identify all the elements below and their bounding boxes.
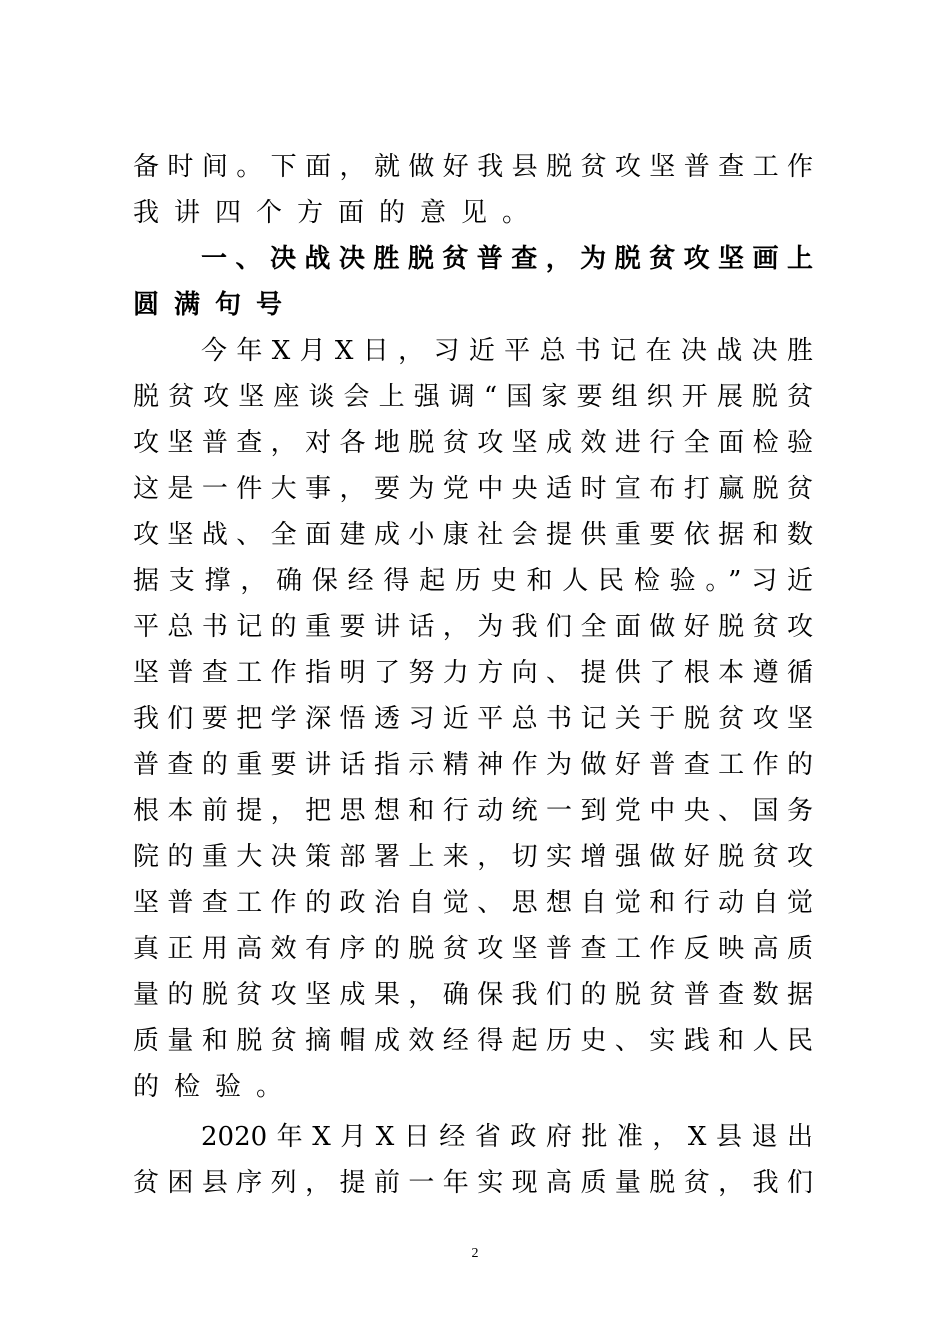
- text-line: 院的重大决策部署上来，切实增强做好脱贫攻: [133, 842, 813, 872]
- text-line: 真正用高效有序的脱贫攻坚普查工作反映高质: [133, 934, 813, 964]
- text-line: 2020年X月X日经省政府批准，X县退出: [201, 1122, 813, 1152]
- section-heading: 一、决战决胜脱贫普查，为脱贫攻坚画上: [201, 244, 813, 274]
- text-line: 贫困县序列，提前一年实现高质量脱贫，我们: [133, 1168, 813, 1198]
- text-line: 坚普查工作指明了努力方向、提供了根本遵循: [133, 658, 813, 688]
- text-line: 备时间。下面，就做好我县脱贫攻坚普查工作: [133, 152, 813, 182]
- text-line: 这是一件大事，要为党中央适时宣布打赢脱贫: [133, 474, 813, 504]
- text-line: 坚普查工作的政治自觉、思想自觉和行动自觉: [133, 888, 813, 918]
- text-line: 攻坚战、全面建成小康社会提供重要依据和数: [133, 520, 813, 550]
- text-line: 我们要把学深悟透习近平总书记关于脱贫攻坚: [133, 704, 813, 734]
- section-heading: 圆满句号: [133, 290, 298, 320]
- text-line: 的检验。: [133, 1072, 298, 1102]
- text-line: 量的脱贫攻坚成果，确保我们的脱贫普查数据: [133, 980, 813, 1010]
- text-line: 今年X月X日，习近平总书记在决战决胜: [201, 336, 813, 366]
- text-line: 据支撑，确保经得起历史和人民检验。”习近: [133, 566, 813, 596]
- text-line: 普查的重要讲话指示精神作为做好普查工作的: [133, 750, 813, 780]
- text-line: 质量和脱贫摘帽成效经得起历史、实践和人民: [133, 1026, 813, 1056]
- text-line: 攻坚普查，对各地脱贫攻坚成效进行全面检验: [133, 428, 813, 458]
- text-line: 我讲四个方面的意见。: [133, 198, 544, 228]
- text-line: 平总书记的重要讲话，为我们全面做好脱贫攻: [133, 612, 813, 642]
- text-line: 脱贫攻坚座谈会上强调“国家要组织开展脱贫: [133, 382, 813, 412]
- text-line: 根本前提，把思想和行动统一到党中央、国务: [133, 796, 813, 826]
- page-number: 2: [471, 1246, 479, 1261]
